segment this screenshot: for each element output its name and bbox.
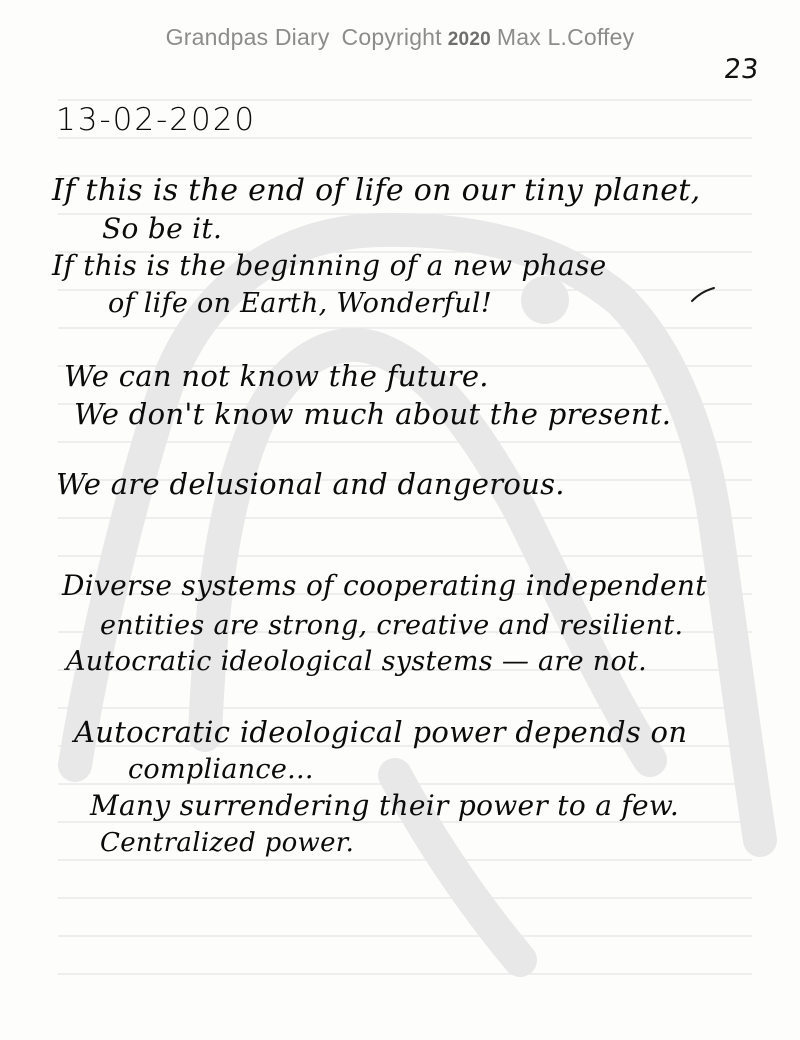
handwritten-line: entities are strong, creative and resilient. xyxy=(100,610,684,641)
handwritten-line: Autocratic ideological systems — are not. xyxy=(66,646,648,677)
handwritten-line: If this is the end of life on our tiny planet, xyxy=(52,173,701,208)
handwritten-line: Centralized power. xyxy=(100,828,355,858)
copyright-label: Copyright xyxy=(341,24,442,50)
handwritten-line: We don't know much about the present. xyxy=(74,397,672,431)
diary-header xyxy=(0,24,800,51)
stray-pen-mark xyxy=(690,286,716,304)
entry-date: 13-02-2020 xyxy=(56,102,257,138)
page-number: 23 xyxy=(722,54,760,85)
handwritten-line: compliance... xyxy=(128,754,314,785)
handwritten-line: Diverse systems of cooperating independent xyxy=(62,569,707,602)
diary-title: Grandpas Diary xyxy=(165,24,330,50)
author-name: Max L.Coffey xyxy=(496,24,635,50)
handwritten-line: So be it. xyxy=(102,212,223,245)
handwritten-line: Many surrendering their power to a few. xyxy=(90,789,680,822)
handwritten-line: of life on Earth, Wonderful! xyxy=(108,288,493,319)
copyright-year: 2020 xyxy=(447,29,491,50)
handwritten-line: We can not know the future. xyxy=(64,359,489,393)
handwritten-line: If this is the beginning of a new phase xyxy=(52,249,607,282)
handwritten-line: We are delusional and dangerous. xyxy=(56,467,565,501)
handwritten-line: Autocratic ideological power depends on xyxy=(74,715,688,749)
